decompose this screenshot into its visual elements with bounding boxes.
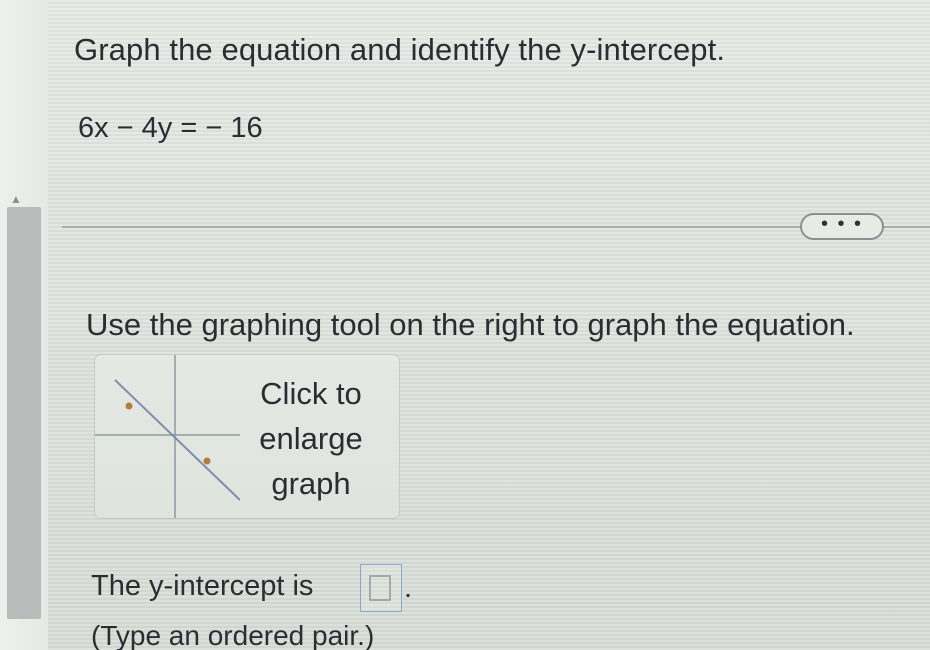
question-title: Graph the equation and identify the y-intercept. <box>74 32 726 67</box>
more-options-button[interactable]: • • • <box>800 213 884 240</box>
equation-text: 6x − 4y = − 16 <box>78 112 263 144</box>
enlarge-line-3: graph <box>271 466 351 501</box>
y-intercept-label: The y-intercept is <box>91 570 314 602</box>
instruction-text: Use the graphing tool on the right to graph the equation. <box>86 307 855 342</box>
enlarge-graph-label <box>243 371 379 506</box>
scrollbar-track[interactable] <box>7 207 41 619</box>
graph-thumbnail <box>95 355 240 518</box>
y-intercept-answer-input[interactable] <box>360 564 402 612</box>
graph-point <box>126 403 133 410</box>
enlarge-graph-button[interactable] <box>95 355 399 518</box>
chevron-up-icon[interactable]: ▲ <box>10 192 22 206</box>
graph-point <box>204 458 211 465</box>
enlarge-line-2: enlarge <box>259 421 363 456</box>
ordered-pair-hint: (Type an ordered pair.) <box>91 620 375 650</box>
left-scrollbar[interactable] <box>0 0 48 650</box>
sentence-period: . <box>404 572 413 604</box>
enlarge-line-1: Click to <box>260 376 362 411</box>
graph-line <box>115 380 240 500</box>
